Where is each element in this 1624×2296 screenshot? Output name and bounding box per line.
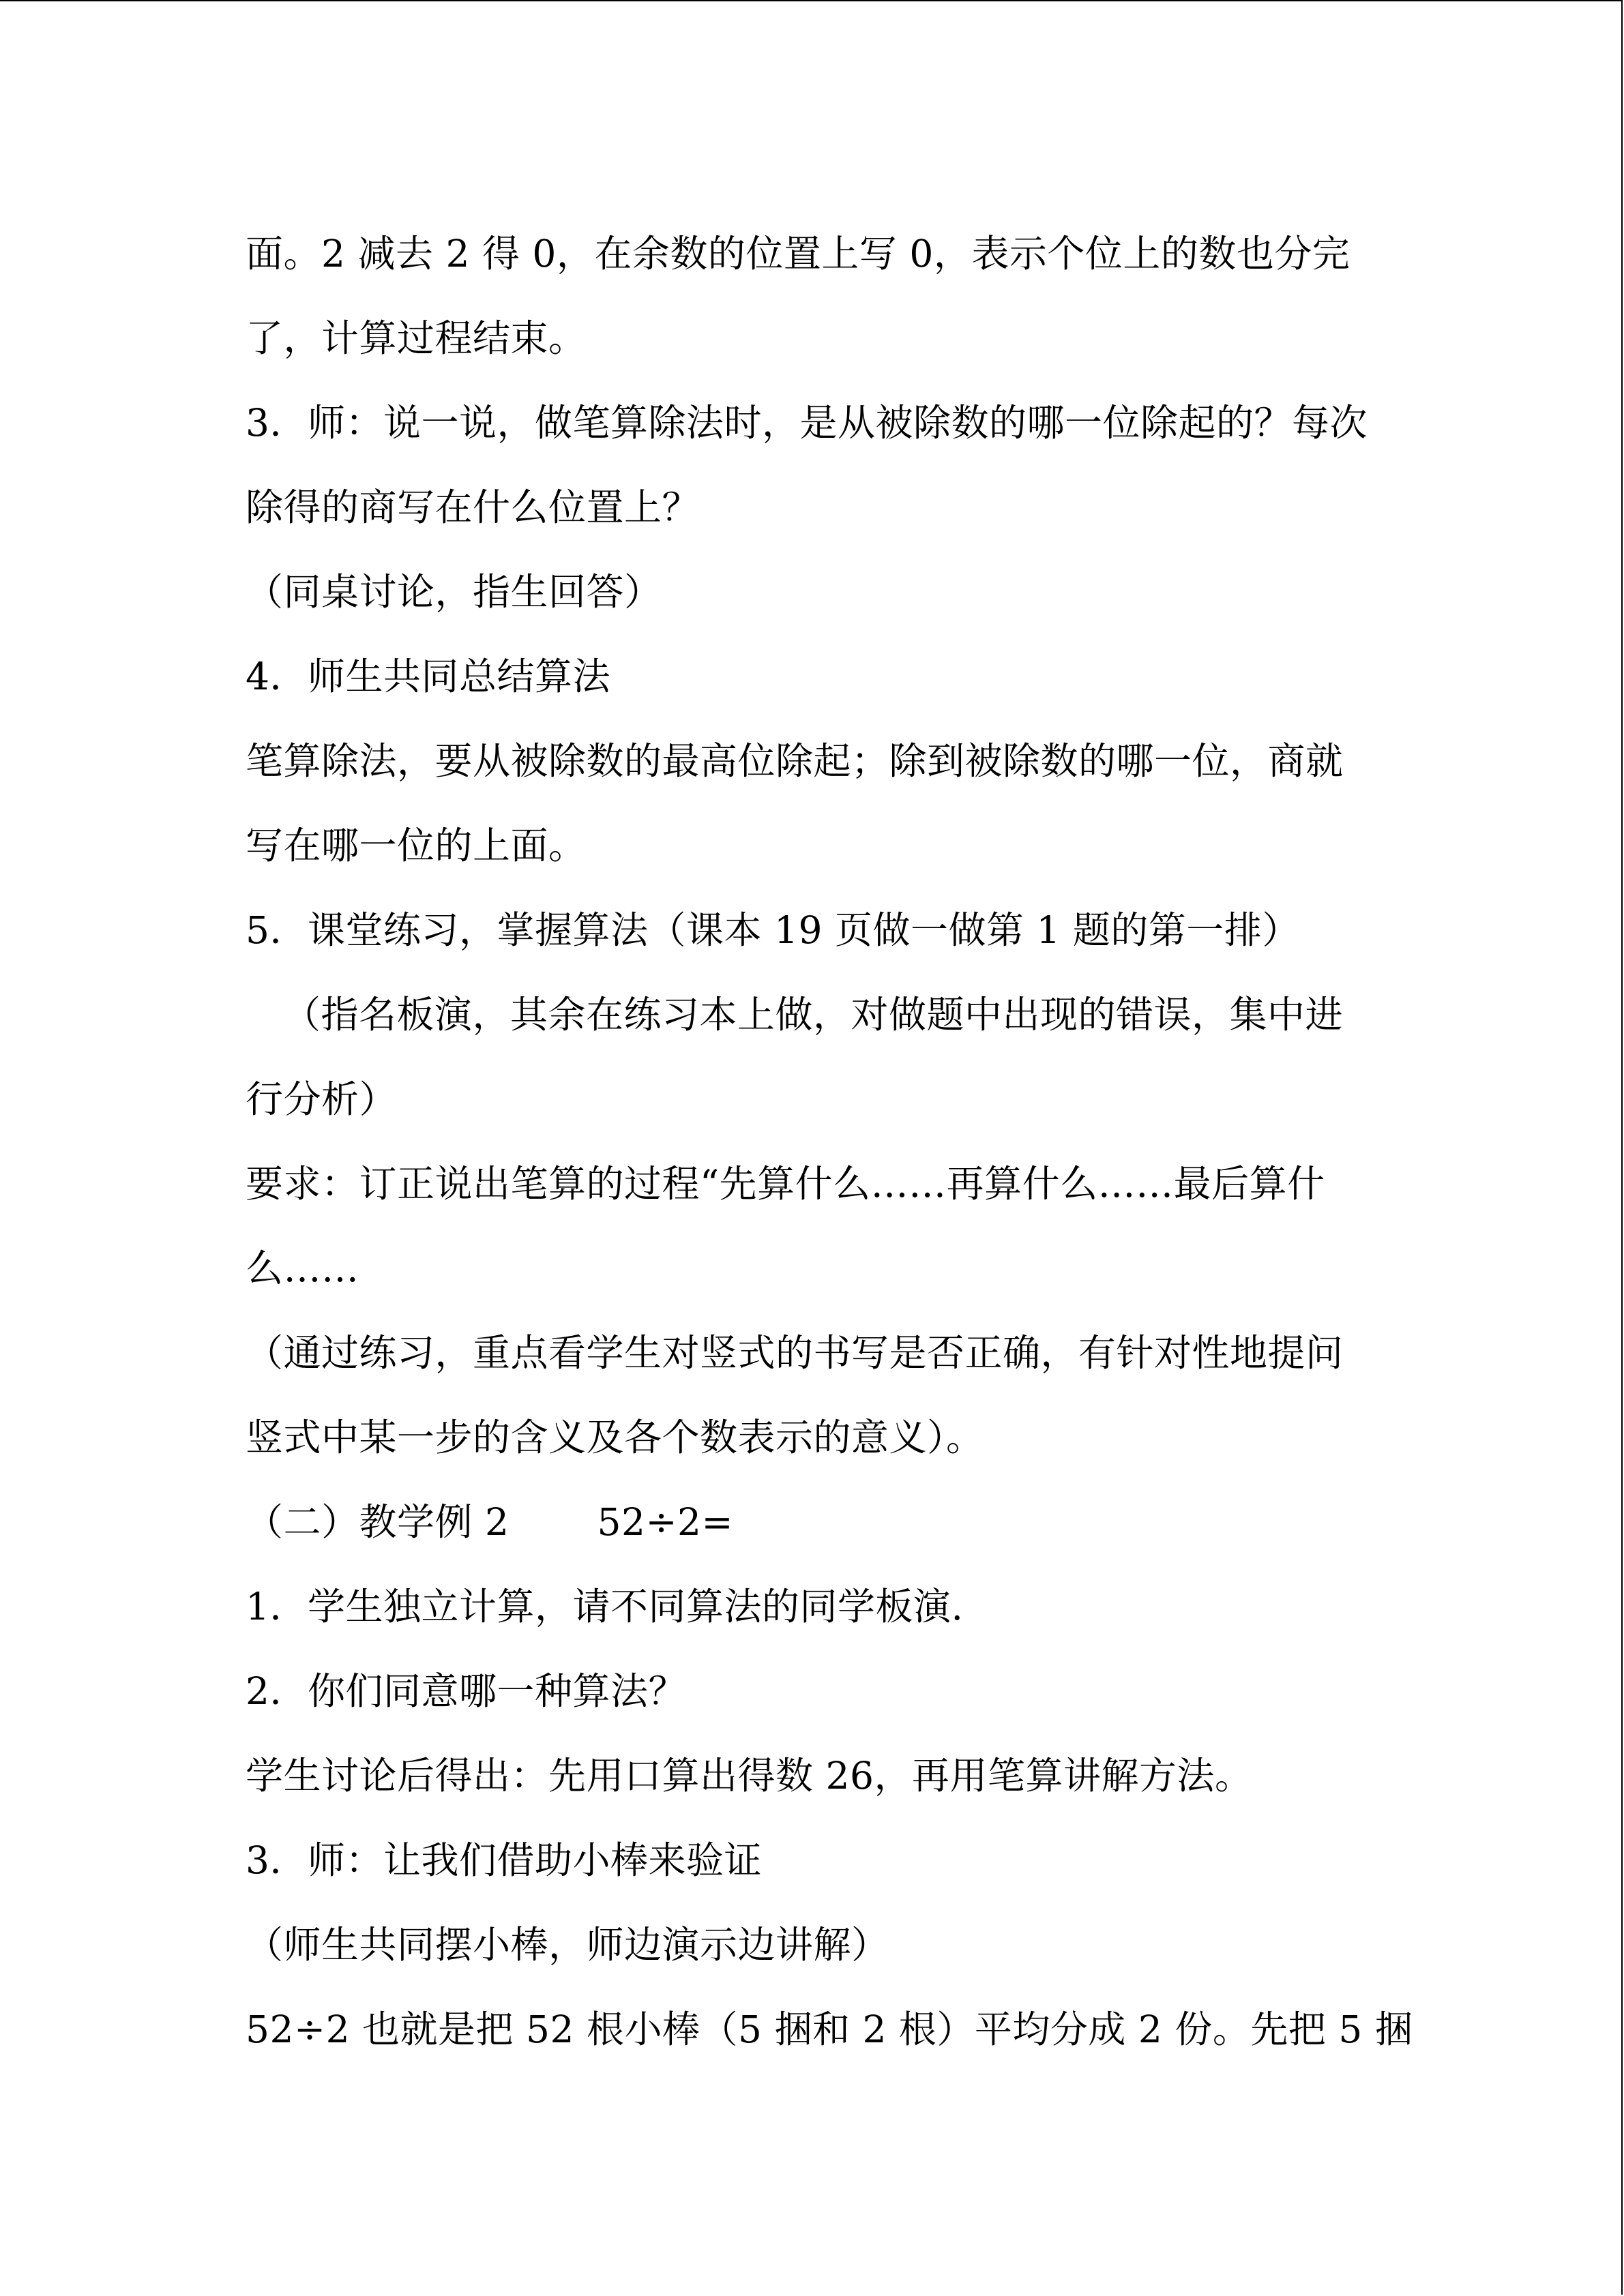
text-line: （师生共同摆小棒，师边演示边讲解） xyxy=(246,1923,889,1967)
text-line: 学生讨论后得出：先用口算出得数 26，再用笔算讲解方法。 xyxy=(246,1754,1253,1798)
document-body xyxy=(246,211,1413,2072)
text-line: 4．师生共同总结算法 xyxy=(246,655,610,698)
text-line: （指名板演，其余在练习本上做，对做题中出现的错误，集中进 xyxy=(283,993,1344,1037)
text-line: 行分析） xyxy=(246,1077,398,1121)
text-line: 笔算除法，要从被除数的最高位除起；除到被除数的哪一位，商就 xyxy=(246,739,1344,783)
text-line: 1．学生独立计算，请不同算法的同学板演. xyxy=(246,1585,964,1628)
text-line: 写在哪一位的上面。 xyxy=(246,824,587,867)
text-line: （同桌讨论，指生回答） xyxy=(246,570,662,614)
text-line: 3．师：让我们借助小棒来验证 xyxy=(246,1838,762,1882)
text-line: （通过练习，重点看学生对竖式的书写是否正确，有针对性地提问 xyxy=(246,1331,1344,1375)
text-line: 3．师：说一说，做笔算除法时，是从被除数的哪一位除起的？每次 xyxy=(246,401,1368,445)
text-line: 除得的商写在什么位置上？ xyxy=(246,486,700,529)
text-line: 52÷2 也就是把 52 根小棒（5 捆和 2 根）平均分成 2 份。先把 5 捆 xyxy=(246,2008,1413,2051)
text-line: 5．课堂练习，掌握算法（课本 19 页做一做第 1 题的第一排） xyxy=(246,908,1300,952)
text-line: 了，计算过程结束。 xyxy=(246,316,587,360)
text-line: （二）教学例 2 52÷2= xyxy=(246,1500,734,1544)
text-line: 2．你们同意哪一种算法？ xyxy=(246,1669,686,1713)
text-line: 竖式中某一步的含义及各个数表示的意义）。 xyxy=(246,1416,984,1459)
text-line: 要求：订正说出笔算的过程“先算什么……再算什么……最后算什 xyxy=(246,1162,1325,1206)
text-line: 么…… xyxy=(246,1247,359,1290)
text-line: 面。2 减去 2 得 0，在余数的位置上写 0，表示个位上的数也分完 xyxy=(246,232,1350,275)
